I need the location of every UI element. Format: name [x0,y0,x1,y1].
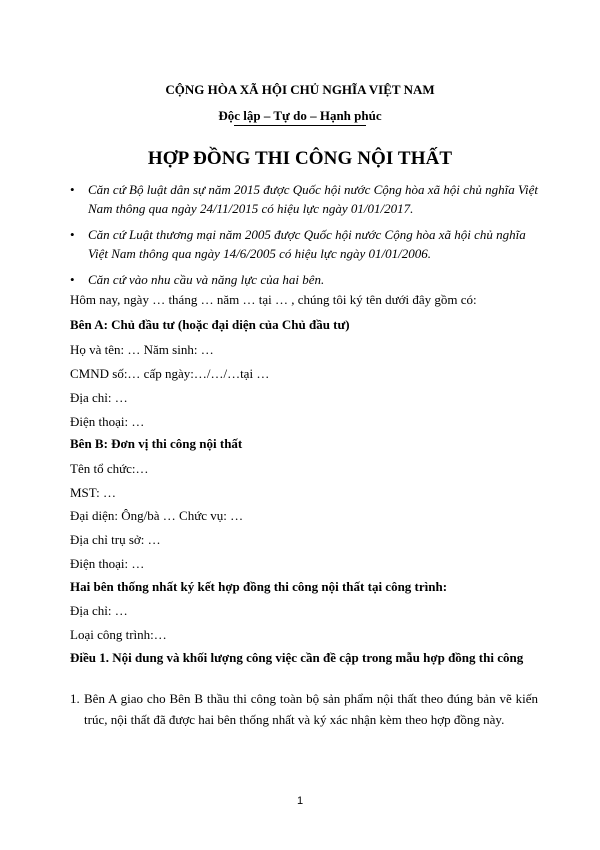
national-title: CỘNG HÒA XÃ HỘI CHỦ NGHĨA VIỆT NAM [165,82,435,97]
party-a-name-line: Họ và tên: … Năm sinh: … [70,342,214,357]
item-number: 1. [70,691,80,706]
party-a-heading: Bên A: Chủ đầu tư (hoặc đại diện của Chủ đầu tư) [70,317,350,332]
bullet-icon: • [70,227,75,242]
legal-basis-text: Căn cứ Luật thương mại năm 2005 được Quốc hội nước Cộng hòa xã hội chủ nghĩa Việt Nam thông qua ngày 14/6/2005 có hiệu lực ngày 01/01/2006. [88,227,526,261]
party-a-id-line: CMND số:… cấp ngày:…/…/…tại … [70,366,270,381]
legal-basis-item [70,270,540,289]
party-b-heading: Bên B: Đơn vị thi công nội thất [70,436,243,451]
party-b-address-line: Địa chỉ trụ sở: … [70,532,161,547]
legal-basis-text: Căn cứ Bộ luật dân sự năm 2015 được Quốc hội nước Cộng hòa xã hội chủ nghĩa Việt Nam thông qua ngày 24/11/2015 có hiệu lực ngày 01/01/2017. [88,182,539,216]
item-text: Bên A giao cho Bên B thầu thi công toàn bộ sản phẩm nội thất theo đúng bản vẽ kiến trúc, nội thất đã được hai bên thống nhất và ký xác nhận kèm theo hợp đồng này. [84,691,538,727]
legal-basis-item [70,225,540,263]
legal-basis-text: Căn cứ vào nhu cầu và năng lực của hai bên. [88,272,325,287]
bullet-icon: • [70,272,75,287]
national-motto: Độc lập – Tự do – Hạnh phúc [218,108,382,123]
site-type-line: Loại công trình:… [70,627,167,642]
intro-line: Hôm nay, ngày … tháng … năm … tại … , chúng tôi ký tên dưới đây gồm có: [70,292,477,307]
party-b-phone-line: Điện thoại: … [70,556,145,571]
article-1-items [70,688,538,730]
page-number: 1 [296,795,304,807]
agreement-heading: Hai bên thống nhất ký kết hợp đồng thi công nội thất tại công trình: [70,579,448,594]
bullet-icon: • [70,182,75,197]
motto-underline [234,125,366,126]
site-address-line: Địa chỉ: … [70,603,128,618]
party-a-phone-line: Điện thoại: … [70,414,145,429]
legal-basis-item [70,180,540,218]
article-1-item [70,688,538,730]
party-b-rep-line: Đại diện: Ông/bà … Chức vụ: … [70,508,244,523]
article-1-heading: Điều 1. Nội dung và khối lượng công việc cần đề cập trong mẫu hợp đồng thi công [70,650,524,665]
party-a-address-line: Địa chỉ: … [70,390,128,405]
party-b-tax-line: MST: … [70,485,116,500]
legal-basis-list [70,180,540,296]
party-b-org-line: Tên tổ chức:… [70,461,149,476]
contract-title: HỢP ĐỒNG THI CÔNG NỘI THẤT [147,148,453,169]
